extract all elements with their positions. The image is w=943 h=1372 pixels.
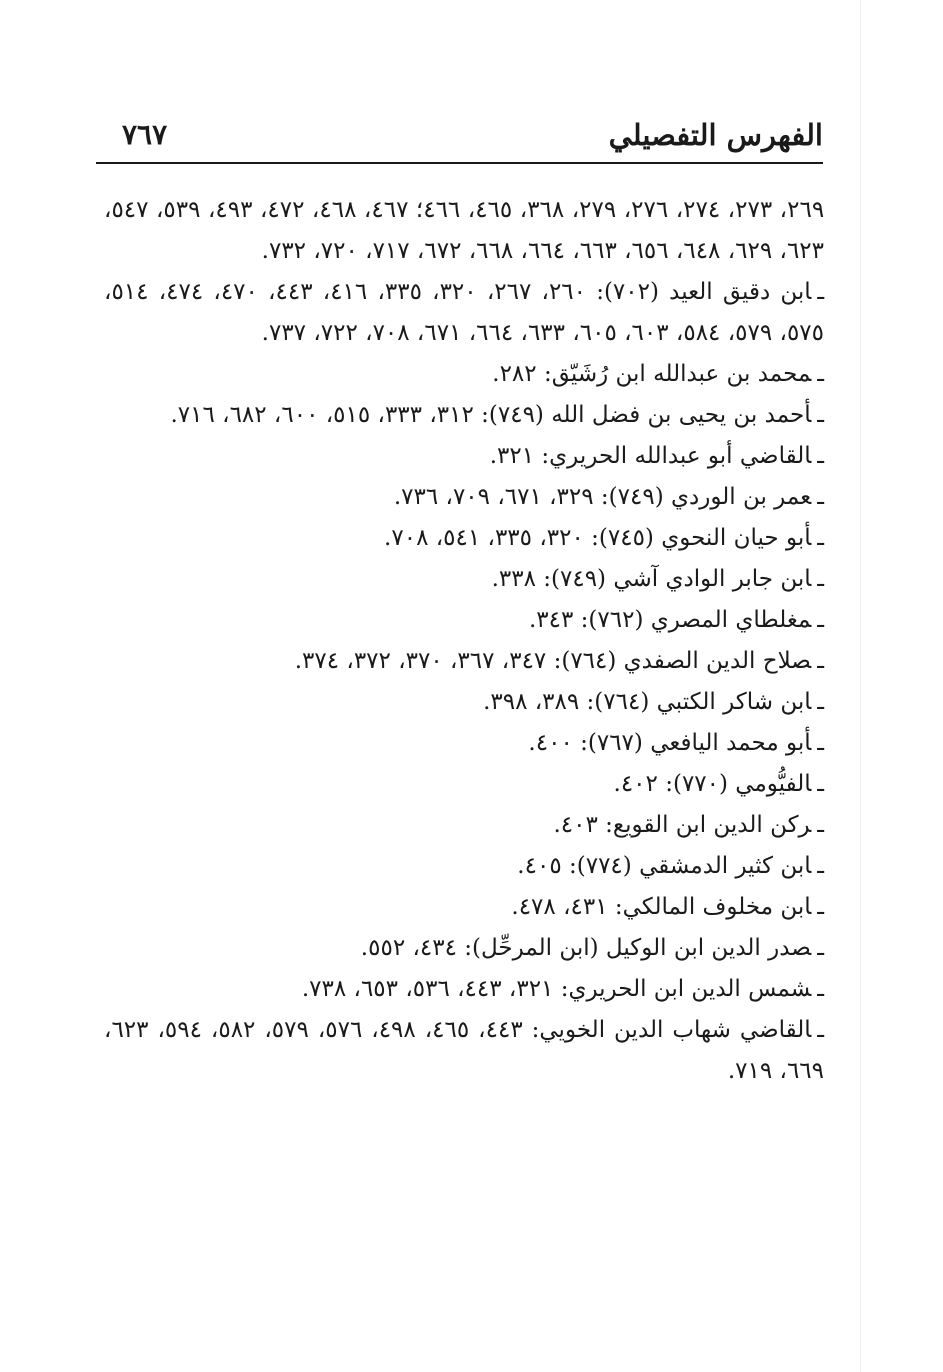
running-header — [96, 112, 823, 160]
entry-text: صلاح الدين الصفدي (٧٦٤): ٣٤٧، ٣٦٧، ٣٧٠، ٣٧٢، ٣٧٤. — [294, 648, 812, 674]
entry-dash: ـ — [817, 525, 824, 551]
index-entry — [104, 272, 824, 354]
entry-dash: ـ — [817, 1017, 825, 1043]
entry-text: ابن كثير الدمشقي (٧٧٤): ٤٠٥. — [517, 853, 812, 879]
index-entry — [104, 969, 824, 1010]
index-entry — [104, 805, 824, 846]
entry-text: ابن دقيق العيد (٧٠٢): ٢٦٠، ٢٦٧، ٣٢٠، ٣٣٥، ٤١٦، ٤٤٣، ٤٧٠، ٤٧٤، ٥١٤، ٥٧٥، ٥٧٩، ٥٨٤، ٦٠٣، ٦٠٥، ٦٣٣، ٦٦٤، ٦٧١، ٧٠٨، ٧٢٢، ٧٣٧. — [104, 279, 824, 346]
entry-dash: ـ — [817, 812, 824, 838]
entry-dash: ـ — [817, 935, 824, 961]
margin-line-right — [860, 0, 861, 1372]
entry-dash: ـ — [817, 689, 824, 715]
entry-text: ٢٦٩، ٢٧٣، ٢٧٤، ٢٧٦، ٢٧٩، ٣٦٨، ٤٦٥، ٤٦٦؛ ٤٦٧، ٤٦٨، ٤٧٢، ٤٩٣، ٥٣٩، ٥٤٧، ٦٢٣، ٦٢٩، ٦٤٨، ٦٥٦، ٦٦٣، ٦٦٤، ٦٦٨، ٦٧٢، ٧١٧، ٧٢٠، ٧٣٢. — [104, 197, 825, 264]
entry-text: ابن مخلوف المالكي: ٤٣١، ٤٧٨. — [511, 894, 812, 920]
index-entry — [104, 559, 824, 600]
entry-text: صدر الدين ابن الوكيل (ابن المرحِّل): ٤٣٤، ٥٥٢. — [360, 935, 812, 961]
entry-dash: ـ — [817, 402, 824, 428]
entry-text: عمر بن الوردي (٧٤٩): ٣٢٩، ٦٧١، ٧٠٩، ٧٣٦. — [393, 484, 812, 510]
entry-text: ابن جابر الوادي آشي (٧٤٩): ٣٣٨. — [491, 566, 812, 592]
entry-dash: ـ — [817, 484, 824, 510]
entry-dash: ـ — [817, 648, 824, 674]
index-entry — [104, 887, 824, 928]
index-entry — [104, 641, 824, 682]
index-entry — [104, 1010, 824, 1092]
entry-dash: ـ — [817, 361, 824, 387]
entry-text: أحمد بن يحيى بن فضل الله (٧٤٩): ٣١٢، ٣٣٣، ٥١٥، ٦٠٠، ٦٨٢، ٧١٦. — [170, 402, 812, 428]
entry-text: ركن الدين ابن القويع: ٤٠٣. — [553, 812, 812, 838]
entry-text: الفيُّومي (٧٧٠): ٤٠٢. — [613, 771, 812, 797]
index-entry — [104, 723, 824, 764]
index-entry — [104, 477, 824, 518]
index-entry — [104, 354, 824, 395]
entry-dash: ـ — [817, 771, 824, 797]
entry-text: شمس الدين ابن الحريري: ٣٢١، ٤٤٣، ٥٣٦، ٦٥٣، ٧٣٨. — [301, 976, 812, 1002]
page-title: الفهرس التفصيلي — [608, 118, 823, 152]
index-entry — [104, 518, 824, 559]
entry-text: ابن شاكر الكتبي (٧٦٤): ٣٨٩، ٣٩٨. — [483, 689, 812, 715]
entry-dash: ـ — [817, 976, 824, 1002]
entry-dash: ـ — [817, 607, 824, 633]
index-list — [104, 190, 824, 1092]
index-entry — [104, 764, 824, 805]
index-entry — [104, 436, 824, 477]
index-entry — [104, 846, 824, 887]
entry-text: أبو حيان النحوي (٧٤٥): ٣٢٠، ٣٣٥، ٥٤١، ٧٠٨. — [384, 525, 812, 551]
entry-dash: ـ — [817, 566, 824, 592]
entry-dash: ـ — [817, 853, 824, 879]
entry-text: القاضي أبو عبدالله الحريري: ٣٢١. — [489, 443, 812, 469]
entry-text: القاضي شهاب الدين الخويي: ٤٤٣، ٤٦٥، ٤٩٨، ٥٧٦، ٥٧٩، ٥٨٢، ٥٩٤، ٦٢٣، ٦٦٩، ٧١٩. — [104, 1017, 824, 1084]
entry-dash: ـ — [817, 443, 824, 469]
entry-text: محمد بن عبدالله ابن رُشَيّق: ٢٨٢. — [492, 361, 812, 387]
entry-dash: ـ — [817, 730, 824, 756]
index-entry — [104, 928, 824, 969]
entry-dash: ـ — [817, 279, 825, 305]
entry-text: مغلطاي المصري (٧٦٢): ٣٤٣. — [528, 607, 812, 633]
index-entry — [104, 600, 824, 641]
entry-text: أبو محمد اليافعي (٧٦٧): ٤٠٠. — [528, 730, 812, 756]
index-entry — [104, 395, 824, 436]
index-entry — [104, 682, 824, 723]
header-rule — [96, 162, 823, 164]
index-entry-continued — [104, 190, 824, 272]
page-number: ٧٦٧ — [122, 118, 168, 151]
entry-dash: ـ — [817, 894, 824, 920]
